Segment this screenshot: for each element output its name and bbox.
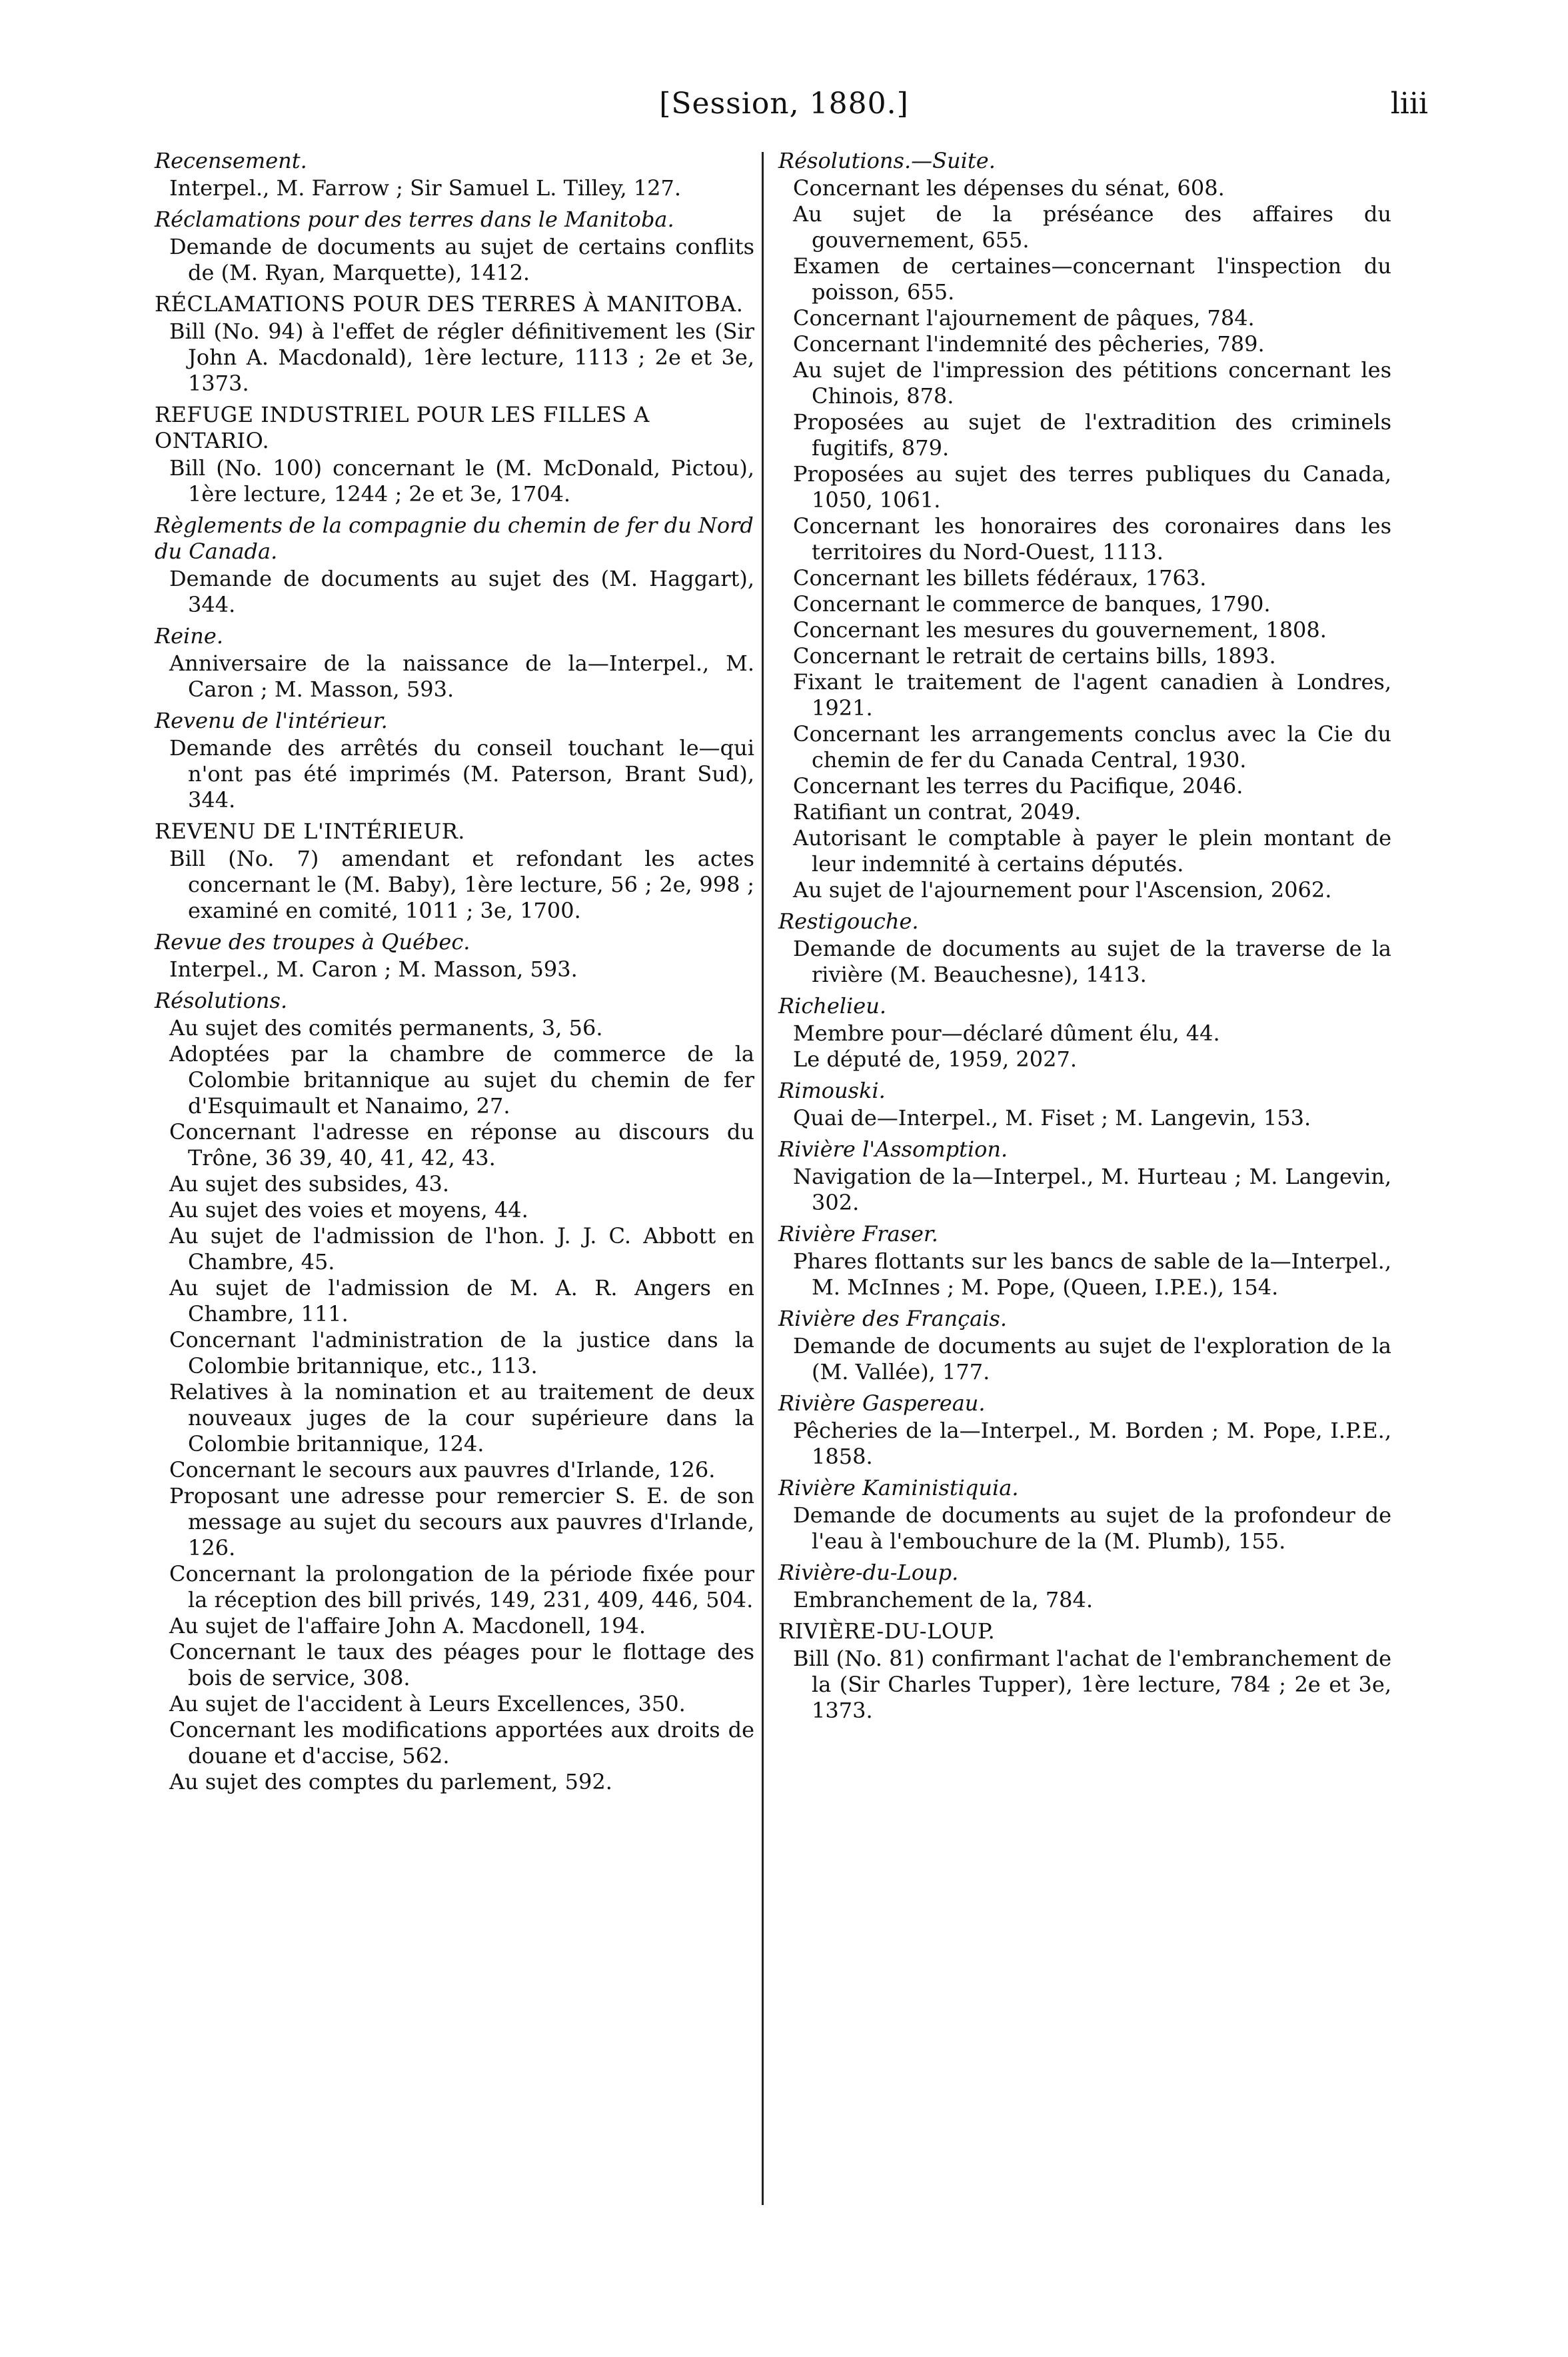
index-entry [778,1137,1391,1216]
entry-item: Au sujet de l'accident à Leurs Excellences, 350. [169,1691,686,1716]
index-entry [778,1390,1391,1470]
entry-item: Le député de, 1959, 2027. [793,1047,1077,1072]
entry-item: Bill (No. 100) concernant le (M. McDonald, Pictou), 1ère lecture, 1244 ; 2e et 3e, 1704. [169,455,754,507]
entry-heading: Rivière Kaministiquia. [778,1475,1019,1500]
entry-item: Concernant l'indemnité des pêcheries, 789. [793,331,1265,357]
entry-heading: Revenu de l'intérieur. [155,708,388,733]
entry-heading: Recensement. [155,148,307,173]
entry-heading: Reine. [155,623,223,649]
index-entry [778,1560,1391,1613]
session-heading: [Session, 1880.] [659,87,909,121]
entry-item: Au sujet de l'admission de M. A. R. Angers en Chambre, 111. [169,1275,754,1326]
entry-item: Au sujet des voies et moyens, 44. [169,1197,528,1222]
entry-item: Ratifiant un contrat, 2049. [793,799,1082,825]
entry-heading: Règlements de la compagnie du chemin de fer du Nord du Canada. [155,513,754,564]
index-entry [155,148,754,201]
index-entry [155,291,754,397]
index-entry [155,513,754,618]
entry-item: Concernant l'ajournement de pâques, 784. [793,305,1255,331]
entry-item: Demande de documents au sujet de la profondeur de l'eau à l'embouchure de la (M. Plumb), 155. [793,1502,1391,1554]
index-entry [778,909,1391,988]
entry-heading: Rivière des Français. [778,1306,1008,1331]
entry-item: Anniversaire de la naissance de la—Interpel., M. Caron ; M. Masson, 593. [169,651,754,702]
entry-item: Membre pour—déclaré dûment élu, 44. [793,1021,1220,1046]
entry-heading: Rivière-du-Loup. [778,1560,959,1585]
entry-heading: Richelieu. [778,993,886,1019]
index-entry [778,1221,1391,1300]
entry-heading: Réclamations pour des terres dans le Manitoba. [155,207,674,232]
entry-item: Interpel., M. Farrow ; Sir Samuel L. Tilley, 127. [169,175,682,201]
page-number: liii [1390,87,1428,121]
entry-item: Demande de documents au sujet de la traverse de la rivière (M. Beauchesne), 1413. [793,936,1391,987]
entry-heading: Restigouche. [778,909,919,934]
entry-item: Proposant une adresse pour remercier S. E. de son message au sujet du secours aux pauvres d'Irlande, 126. [169,1483,754,1560]
entry-item: Concernant l'administration de la justice dans la Colombie britannique, etc., 113. [169,1327,754,1378]
entry-item: Demande des arrêtés du conseil touchant le—qui n'ont pas été imprimés (M. Paterson, Brant Sud), 344. [169,735,754,813]
entry-heading: Résolutions. [155,988,288,1013]
entry-item: Au sujet des comités permanents, 3, 56. [169,1015,603,1041]
entry-item: Au sujet de l'impression des pétitions concernant les Chinois, 878. [793,357,1391,409]
entry-item: Proposées au sujet des terres publiques du Canada, 1050, 1061. [793,461,1391,513]
index-entry [778,148,1391,903]
entry-item: Demande de documents au sujet de certains conflits de (M. Ryan, Marquette), 1412. [169,234,754,285]
entry-item: Au sujet de l'admission de l'hon. J. J. C. Abbott en Chambre, 45. [169,1223,754,1274]
entry-heading: Rivière l'Assomption. [778,1137,1008,1162]
entry-item: Concernant la prolongation de la période fixée pour la réception des bill privés, 149, 231, 409, 446, 504. [169,1561,754,1612]
index-entry [155,207,754,286]
entry-heading: Résolutions.—Suite. [778,148,996,173]
entry-item: Bill (No. 7) amendant et refondant les actes concernant le (M. Baby), 1ère lecture, 56 ; 2e, 998 ; examiné en comité, 1011 ; 3e, 1700. [169,846,754,923]
entry-item: Proposées au sujet de l'extradition des criminels fugitifs, 879. [793,409,1391,461]
entry-item: Concernant le commerce de banques, 1790. [793,591,1271,617]
entry-item: Navigation de la—Interpel., M. Hurteau ; M. Langevin, 302. [793,1164,1391,1215]
index-entry [155,988,754,1795]
entry-item: Pêcheries de la—Interpel., M. Borden ; M. Pope, I.P.E., 1858. [793,1418,1391,1469]
index-entry [778,1618,1391,1724]
index-entry [778,1475,1391,1554]
index-entry [155,623,754,703]
entry-item: Concernant les arrangements conclus avec la Cie du chemin de fer du Canada Central, 1930. [793,721,1391,773]
entry-heading: REVENU DE L'INTÉRIEUR. [155,819,465,844]
entry-item: Concernant le retrait de certains bills, 1893. [793,643,1276,669]
entry-item: Concernant les dépenses du sénat, 608. [793,175,1225,201]
entry-item: Concernant les modifications apportées aux droits de douane et d'accise, 562. [169,1717,754,1768]
entry-item: Fixant le traitement de l'agent canadien à Londres, 1921. [793,669,1391,721]
entry-item: Interpel., M. Caron ; M. Masson, 593. [169,957,578,982]
entry-heading: Revue des troupes à Québec. [155,929,470,955]
entry-heading: Rivière Gaspereau. [778,1390,986,1416]
entry-item: Relatives à la nomination et au traitement de deux nouveaux juges de la cour supérieure dans la Colombie britannique, 124. [169,1379,754,1456]
entry-item: Examen de certaines—concernant l'inspection du poisson, 655. [793,253,1391,305]
entry-item: Phares flottants sur les bancs de sable de la—Interpel., M. McInnes ; M. Pope, (Queen, I.P.E.), 154. [793,1248,1391,1300]
right-column [778,148,1391,1729]
entry-item: Concernant le taux des péages pour le flottage des bois de service, 308. [169,1639,754,1690]
index-entry [778,1078,1391,1131]
left-column [155,148,754,1800]
entry-item: Concernant l'adresse en réponse au discours du Trône, 36 39, 40, 41, 42, 43. [169,1119,754,1171]
entry-heading: REFUGE INDUSTRIEL POUR LES FILLES A ONTARIO. [155,402,650,453]
entry-item: Au sujet des comptes du parlement, 592. [169,1769,612,1794]
entry-item: Autorisant le comptable à payer le plein montant de leur indemnité à certains députés. [793,825,1391,877]
entry-item: Concernant les billets fédéraux, 1763. [793,565,1207,591]
index-entry [155,929,754,983]
entry-item: Bill (No. 81) confirmant l'achat de l'embranchement de la (Sir Charles Tupper), 1ère lecture, 784 ; 2e et 3e, 1373. [793,1646,1391,1723]
index-entry [778,993,1391,1073]
page-header [0,87,1568,140]
index-entry [778,1306,1391,1385]
entry-item: Adoptées par la chambre de commerce de la Colombie britannique au sujet du chemin de fer d'Esquimault et Nanaimo, 27. [169,1041,754,1119]
entry-item: Quai de—Interpel., M. Fiset ; M. Langevin, 153. [793,1105,1311,1131]
entry-item: Demande de documents au sujet de l'exploration de la (M. Vallée), 177. [793,1333,1391,1384]
entry-heading: Rivière Fraser. [778,1221,938,1246]
entry-item: Au sujet de l'affaire John A. Macdonell, 194. [169,1613,646,1638]
entry-item: Au sujet des subsides, 43. [169,1171,450,1196]
entry-heading: Rimouski. [778,1078,886,1103]
entry-item: Bill (No. 94) à l'effet de régler définitivement les (Sir John A. Macdonald), 1ère lecture, 1113 ; 2e et 3e, 1373. [169,319,754,396]
entry-item: Au sujet de la préséance des affaires du gouvernement, 655. [793,201,1391,253]
entry-item: Concernant les terres du Pacifique, 2046. [793,773,1243,799]
index-entry [155,402,754,507]
entry-item: Concernant les honoraires des coronaires dans les territoires du Nord-Ouest, 1113. [793,513,1391,565]
entry-item: Concernant les mesures du gouvernement, 1808. [793,617,1327,643]
column-divider [762,152,764,2205]
entry-item: Demande de documents au sujet des (M. Haggart), 344. [169,566,754,617]
entry-item: Concernant le secours aux pauvres d'Irlande, 126. [169,1457,716,1482]
entry-heading: RÉCLAMATIONS POUR DES TERRES À MANITOBA. [155,291,744,317]
entry-item: Au sujet de l'ajournement pour l'Ascension, 2062. [793,877,1332,903]
index-entry [155,819,754,924]
entry-heading: RIVIÈRE-DU-LOUP. [778,1618,996,1644]
entry-item: Embranchement de la, 784. [793,1587,1094,1612]
index-entry [155,708,754,813]
